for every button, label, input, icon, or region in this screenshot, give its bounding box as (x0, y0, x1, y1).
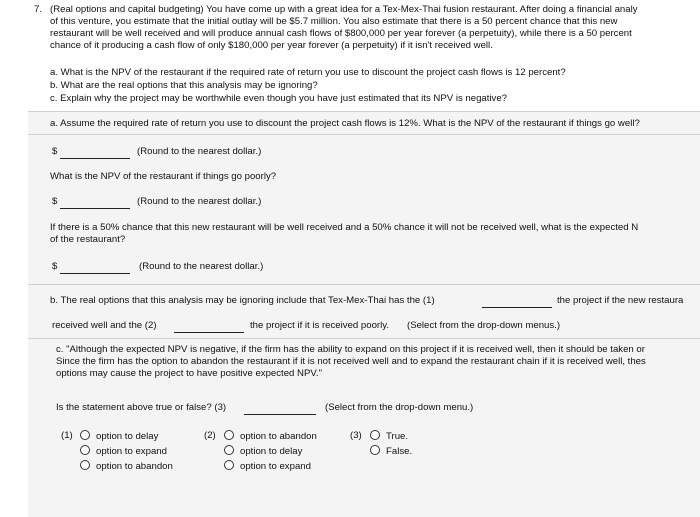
part-b-prompt-1: b. The real options that this analysis may be ignoring include that Tex-Mex-Thai has the (1) (50, 295, 435, 306)
radio-icon[interactable] (224, 460, 234, 470)
question-number: 7. (34, 4, 43, 15)
radio-icon[interactable] (80, 460, 90, 470)
part-b-prompt-2: the project if the new restaura (557, 295, 684, 306)
radio-icon[interactable] (224, 430, 234, 440)
part-a2-prompt: What is the NPV of the restaurant if things go poorly? (50, 171, 277, 182)
intro-line: restaurant will be well received and will produce annual cash flows of $800,000 per year forever (a perpetuity), while there is a 50 percent (50, 28, 632, 39)
part-a3-prompt-line2: of the restaurant? (50, 234, 126, 245)
dropdown-3[interactable] (244, 404, 316, 415)
rounding-hint: (Round to the nearest dollar.) (137, 196, 262, 207)
option-label: option to delay (96, 431, 159, 442)
dropdown-1[interactable] (482, 297, 552, 308)
part-c-line: c. "Although the expected NPV is negative, if the firm has the ability to expand on this project if it is received well, then it should be taken or (56, 344, 645, 355)
part-c-line: Since the firm has the option to abandon the restaurant if it is not received well and to expand the restaurant chain if it is received well, thes (56, 356, 646, 367)
divider (28, 134, 700, 135)
option-delay-1[interactable] (80, 430, 158, 443)
part-c: c. Explain why the project may be worthwhile even though you have just estimated that its NPV is negative? (50, 93, 508, 104)
option-label: False. (386, 446, 413, 457)
part-b: b. What are the real options that this analysis may be ignoring? (50, 80, 318, 91)
divider (28, 338, 700, 339)
option-label: option to delay (240, 446, 303, 457)
intro-line: of this venture, you estimate that the initial outlay will be $5.7 million. You also estimate that there is a 50 percent chance that this new (50, 16, 618, 27)
intro-line: chance of it producing a cash flow of only $180,000 per year forever (a perpetuity) if it isn't received well. (50, 40, 493, 51)
option-true[interactable] (370, 430, 408, 443)
divider (28, 284, 700, 285)
part-a3-prompt-line1: If there is a 50% chance that this new restaurant will be well received and a 50% chance it will not be received well, what is the expected N (50, 222, 639, 233)
option-label: option to expand (240, 461, 311, 472)
option-label: True. (386, 431, 409, 442)
rounding-hint: (Round to the nearest dollar.) (139, 261, 264, 272)
option-label: option to abandon (240, 431, 317, 442)
option-group-3-label: (3) (350, 430, 362, 441)
part-a: a. What is the NPV of the restaurant if the required rate of return you use to discount the project cash flows is 12 percent? (50, 67, 566, 78)
option-expand-1[interactable] (80, 445, 167, 458)
part-c-line: options may cause the project to have positive expected NPV." (56, 368, 322, 379)
option-delay-2[interactable] (224, 445, 302, 458)
option-abandon-2[interactable] (224, 430, 317, 443)
part-b-prompt-3: received well and the (2) (52, 320, 157, 331)
question-parts (50, 66, 566, 105)
currency-symbol: $ (52, 146, 58, 157)
radio-icon[interactable] (370, 445, 380, 455)
option-false[interactable] (370, 445, 412, 458)
npv-poor-input[interactable] (60, 198, 130, 209)
option-group-1-label: (1) (61, 430, 73, 441)
radio-icon[interactable] (370, 430, 380, 440)
radio-icon[interactable] (80, 445, 90, 455)
option-abandon-1[interactable] (80, 460, 173, 473)
dropdown-hint: (Select from the drop-down menu.) (325, 402, 474, 413)
option-label: option to expand (96, 446, 167, 457)
option-label: option to abandon (96, 461, 173, 472)
part-b-prompt-4: the project if it is received poorly. (250, 320, 389, 331)
option-group-2-label: (2) (204, 430, 216, 441)
question-intro (50, 4, 700, 52)
part-a-prompt: a. Assume the required rate of return you use to discount the project cash flows is 12%. What is the NPV of the restaurant if things go well? (50, 118, 640, 129)
currency-symbol: $ (52, 196, 58, 207)
rounding-hint: (Round to the nearest dollar.) (137, 146, 262, 157)
dropdown-2[interactable] (174, 322, 244, 333)
radio-icon[interactable] (80, 430, 90, 440)
dropdown-hint: (Select from the drop-down menus.) (407, 320, 561, 331)
expected-npv-input[interactable] (60, 263, 130, 274)
radio-icon[interactable] (224, 445, 234, 455)
currency-symbol: $ (52, 261, 58, 272)
npv-good-input[interactable] (60, 148, 130, 159)
option-expand-2[interactable] (224, 460, 311, 473)
true-false-prompt: Is the statement above true or false? (3) (56, 402, 227, 413)
intro-line: (Real options and capital budgeting) You have come up with a great idea for a Tex-Mex-Thai fusion restaurant. After doing a financial analy (50, 4, 638, 15)
